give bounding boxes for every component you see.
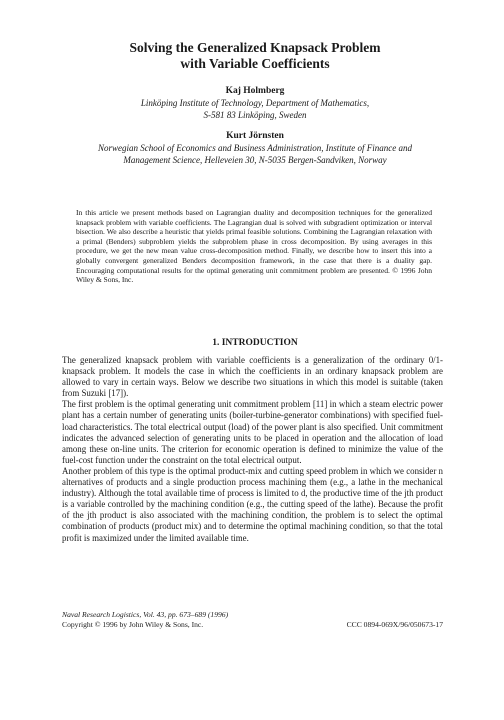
paper-title: [60, 40, 450, 72]
affiliation-line: Norwegian School of Economics and Business Administration, Institute of Finance and: [97, 143, 413, 153]
abstract: In this article we present methods based on Lagrangian duality and decomposition techniques for the generalized knapsack problem with variable coefficients. The Lagrangian dual is solved with subgradient optimization or interval bisection. We also describe a heuristic that yields primal feasible solutions. Combining the Lagrangian relaxation with a primal (Benders) subproblem yields the subproblem phase in cross decomposition. By using averages in this procedure, we get the new mean value cross-decomposition method. Finally, we describe how to insert this into a globally convergent generalized Benders decomposition framework, in the case that there is a duality gap. Encouraging computational results for the optimal generating unit commitment problem are presented. © 1996 John Wiley & Sons, Inc.: [76, 208, 432, 285]
author-name-2: Kurt Jörnsten: [226, 131, 284, 141]
title-line-1: Solving the Generalized Knapsack Problem: [129, 40, 381, 55]
affiliation-line: Management Science, Helleveien 30, N-5035 Bergen-Sandviken, Norway: [123, 154, 387, 165]
affiliation-line: S-581 83 Linköping, Sweden: [203, 109, 307, 120]
ccc-code: CCC 0894-069X/96/050673-17: [346, 620, 443, 629]
author-affiliation-2: [40, 143, 470, 166]
section-heading: 1. INTRODUCTION: [212, 338, 298, 348]
author-name-1: Kaj Holmberg: [225, 86, 285, 96]
author-affiliation-1: [40, 98, 470, 121]
paragraph: The first problem is the optimal generating unit commitment problem [11] in which a steam electric power plant has a certain number of generating units (boiler-turbine-generator combinations) with specified fuel-load characteristics. The total electrical output (load) of the power plant is also specified. Unit commitment indicates the advanced selection of generating units to be placed in operation and the allocation of load among these on-line units. The criterion for economic operation is defined to minimize the value of the fuel-cost function under the constraint on the total electrical output.: [62, 399, 443, 465]
copyright-notice: Copyright © 1996 by John Wiley & Sons, Inc.: [62, 620, 204, 629]
title-line-2: with Variable Coefficients: [180, 56, 330, 71]
affiliation-line: Linköping Institute of Technology, Department of Mathematics,: [140, 98, 370, 108]
journal-citation: Naval Research Logistics, Vol. 43, pp. 673–689 (1996): [62, 610, 229, 619]
page-footer: [62, 610, 443, 630]
section-body: [62, 355, 443, 544]
paragraph: Another problem of this type is the optimal product-mix and cutting speed problem in which we consider n alternatives of products and a single production process machining them (e.g., a lathe in the mechanical industry). Although the total available time of process is limited to d, the productive time of the jth product is a variable controlled by the machining condition (e.g., the cutting speed of the lathe). Because the profit of the jth product is also associated with the machining condition, the problem is to select the optimal combination of products (product mix) and to determine the optimal machining condition, so that the total profit is maximized under the limited available time.: [62, 465, 443, 543]
paragraph: The generalized knapsack problem with variable coefficients is a generalization of the ordinary 0/1-knapsack problem. It models the case in which the coefficients in an ordinary knapsack problem are allowed to vary in certain ways. Below we describe two situations in which this model is suitable (taken from Suzuki [17]).: [62, 355, 443, 399]
